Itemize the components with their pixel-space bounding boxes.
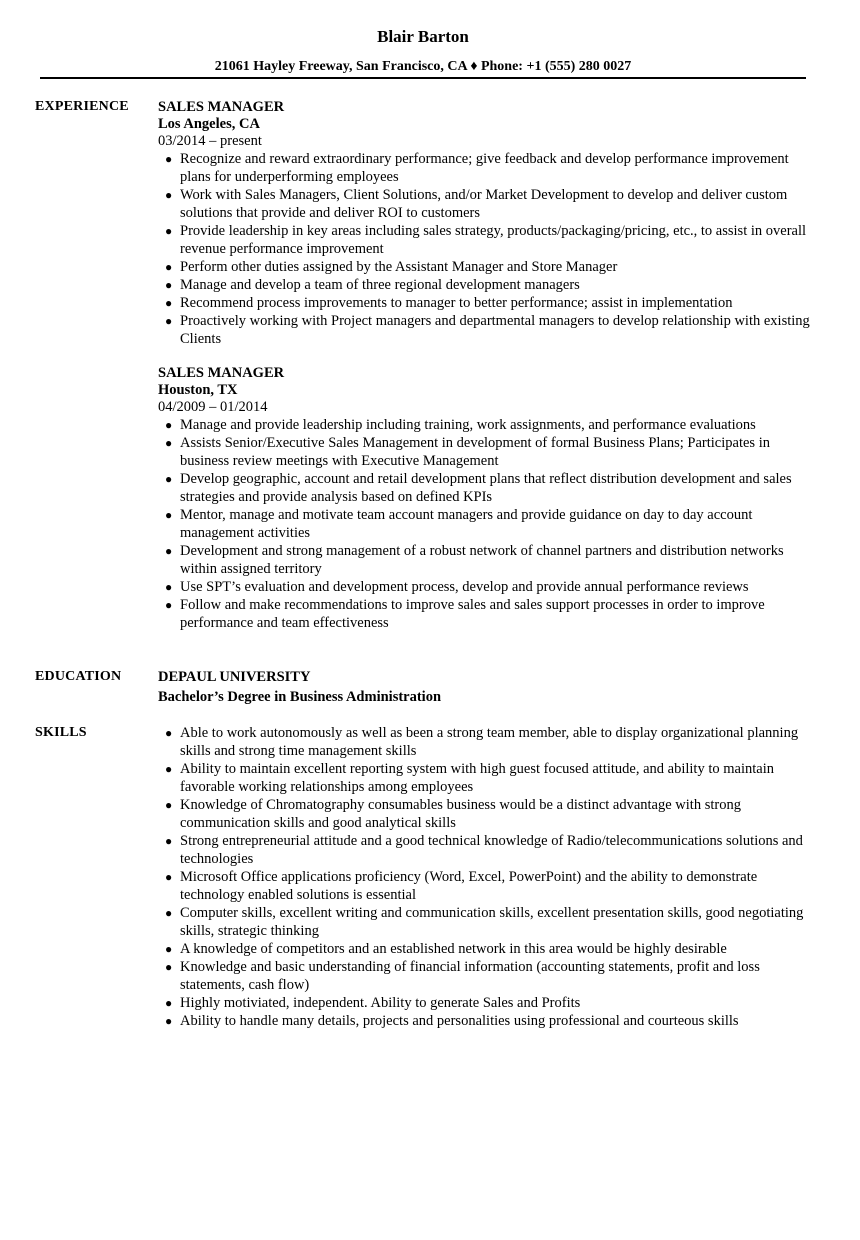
bullet-icon: ● xyxy=(165,296,173,310)
skill-item xyxy=(158,832,813,868)
job-entry xyxy=(158,98,813,348)
bullet-item xyxy=(158,150,813,186)
bullet-icon: ● xyxy=(165,260,173,274)
skill-item xyxy=(158,904,813,940)
bullet-text: Development and strong management of a robust network of channel partners and distribution networks within assigned territory xyxy=(180,543,784,577)
bullet-icon: ● xyxy=(165,418,173,432)
skill-text: Highly motiviated, independent. Ability to generate Sales and Profits xyxy=(180,995,581,1011)
bullet-icon: ● xyxy=(165,580,173,594)
bullet-item xyxy=(158,276,813,294)
job-dates: 04/2009 – 01/2014 xyxy=(158,399,268,415)
bullet-icon: ● xyxy=(165,598,173,612)
skill-text: Ability to handle many details, projects and personalities using professional and courteous skills xyxy=(180,1013,739,1029)
bullet-icon: ● xyxy=(165,544,173,558)
bullet-text: Recommend process improvements to manager to better performance; assist in implementation xyxy=(180,295,733,311)
bullet-text: Perform other duties assigned by the Assistant Manager and Store Manager xyxy=(180,259,618,275)
skill-item xyxy=(158,958,813,994)
bullet-text: Manage and provide leadership including training, work assignments, and performance evaluations xyxy=(180,417,756,433)
bullet-text: Proactively working with Project managers and departmental managers to develop relationship with existing Clients xyxy=(180,313,810,347)
skill-text: Computer skills, excellent writing and communication skills, excellent presentation skills, good negotiating skills, strategic thinking xyxy=(180,905,804,939)
skill-item xyxy=(158,868,813,904)
skill-text: Strong entrepreneurial attitude and a good technical knowledge of Radio/telecommunications solutions and technologies xyxy=(180,833,803,867)
bullet-text: Provide leadership in key areas including sales strategy, products/packaging/pricing, etc., to assist in overall revenue performance improvement xyxy=(180,223,807,257)
bullet-item xyxy=(158,294,813,312)
skill-item xyxy=(158,724,813,760)
skill-text: A knowledge of competitors and an established network in this area would be highly desirable xyxy=(180,941,727,957)
contact-line: 21061 Hayley Freeway, San Francisco, CA ♦ Phone: +1 (555) 280 0027 xyxy=(214,59,632,74)
bullet-item xyxy=(158,312,813,348)
bullet-item xyxy=(158,470,813,506)
bullet-icon: ● xyxy=(165,1014,173,1028)
bullet-icon: ● xyxy=(165,472,173,486)
bullet-icon: ● xyxy=(165,436,173,450)
job-location: Houston, TX xyxy=(158,382,238,398)
job-location: Los Angeles, CA xyxy=(158,116,260,132)
bullet-icon: ● xyxy=(165,278,173,292)
section-label-skills: SKILLS xyxy=(35,725,87,740)
bullet-icon: ● xyxy=(165,152,173,166)
degree-name: Bachelor’s Degree in Business Administration xyxy=(158,689,442,705)
bullet-item xyxy=(158,222,813,258)
skill-item xyxy=(158,1012,813,1030)
bullet-text: Manage and develop a team of three regional development managers xyxy=(180,277,580,293)
bullet-icon: ● xyxy=(165,870,173,884)
job-entry xyxy=(158,364,813,632)
bullet-icon: ● xyxy=(165,314,173,328)
skill-text: Knowledge and basic understanding of financial information (accounting statements, profit and loss statements, cash flow) xyxy=(180,959,760,993)
skill-item xyxy=(158,940,813,958)
experience-body xyxy=(158,98,813,646)
bullet-item xyxy=(158,416,813,434)
skill-item xyxy=(158,760,813,796)
bullet-text: Use SPT’s evaluation and development process, develop and provide annual performance reviews xyxy=(180,579,749,595)
skill-text: Knowledge of Chromatography consumables business would be a distinct advantage with strong communication skills and good analytical skills xyxy=(180,797,741,831)
bullet-icon: ● xyxy=(165,188,173,202)
bullet-item xyxy=(158,578,813,596)
bullet-icon: ● xyxy=(165,942,173,956)
school-name: DEPAUL UNIVERSITY xyxy=(158,669,311,685)
bullet-text: Follow and make recommendations to improve sales and sales support processes in order to improve performance and team effectiveness xyxy=(180,597,765,631)
job-dates: 03/2014 – present xyxy=(158,133,262,149)
bullet-icon: ● xyxy=(165,960,173,974)
skill-item xyxy=(158,796,813,832)
bullet-icon: ● xyxy=(165,996,173,1010)
education-body xyxy=(158,668,813,706)
job-title: SALES MANAGER xyxy=(158,99,285,115)
bullet-icon: ● xyxy=(165,834,173,848)
bullet-text: Mentor, manage and motivate team account managers and provide guidance on day to day account management activities xyxy=(180,507,753,541)
bullet-item xyxy=(158,596,813,632)
header-divider xyxy=(40,77,806,79)
bullet-text: Assists Senior/Executive Sales Management in development of formal Business Plans; Participates in business review meetings with Executive Management xyxy=(180,435,770,469)
job-bullets xyxy=(158,150,813,348)
bullet-icon: ● xyxy=(165,224,173,238)
resume-header xyxy=(40,26,806,76)
skill-text: Microsoft Office applications proficiency (Word, Excel, PowerPoint) and the ability to demonstrate technology enabled solutions is essential xyxy=(180,869,758,903)
candidate-name: Blair Barton xyxy=(377,27,469,46)
section-label-experience: EXPERIENCE xyxy=(35,99,129,114)
bullet-item xyxy=(158,186,813,222)
job-title: SALES MANAGER xyxy=(158,365,285,381)
bullet-item xyxy=(158,434,813,470)
skill-item xyxy=(158,994,813,1012)
bullet-icon: ● xyxy=(165,726,173,740)
section-label-education: EDUCATION xyxy=(35,669,122,684)
skills-list xyxy=(158,724,813,1030)
bullet-item xyxy=(158,542,813,578)
bullet-icon: ● xyxy=(165,762,173,776)
bullet-item xyxy=(158,506,813,542)
bullet-text: Develop geographic, account and retail development plans that reflect distribution development and sales strategies and provide analysis based on defined KPIs xyxy=(180,471,792,505)
bullet-icon: ● xyxy=(165,508,173,522)
skill-text: Able to work autonomously as well as been a strong team member, able to display organizational planning skills and strong time management skills xyxy=(180,725,799,759)
bullet-icon: ● xyxy=(165,798,173,812)
bullet-item xyxy=(158,258,813,276)
skills-body xyxy=(158,724,813,1030)
bullet-icon: ● xyxy=(165,906,173,920)
job-bullets xyxy=(158,416,813,632)
bullet-text: Recognize and reward extraordinary performance; give feedback and develop performance improvement plans for underperforming employees xyxy=(180,151,789,185)
bullet-text: Work with Sales Managers, Client Solutions, and/or Market Development to develop and deliver custom solutions that provide and deliver ROI to customers xyxy=(180,187,788,221)
skill-text: Ability to maintain excellent reporting system with high guest focused attitude, and ability to maintain favorable working relationships among employees xyxy=(180,761,774,795)
